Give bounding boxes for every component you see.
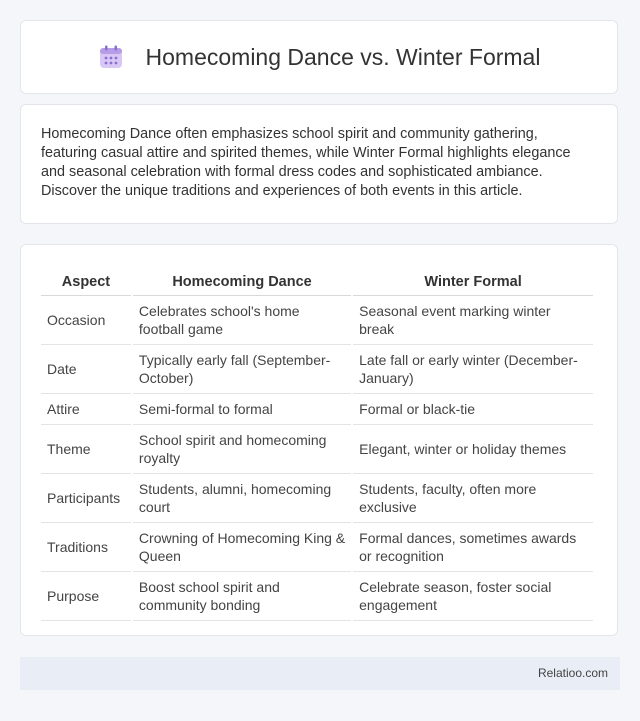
table-row [41,523,593,572]
footer-brand[interactable]: Relatioo.com [537,666,608,680]
cell-winter: Celebrate season, foster social engagement [353,572,593,621]
header-aspect: Aspect [41,265,131,296]
cell-winter: Late fall or early winter (December-January) [353,345,593,394]
page-title: Homecoming Dance vs. Winter Formal [145,43,541,70]
comparison-table-card [20,244,618,636]
cell-aspect: Participants [41,474,131,523]
cell-aspect: Theme [41,425,131,474]
intro-card [20,104,618,224]
table-row [41,394,593,425]
table-row [41,425,593,474]
table-row [41,572,593,621]
intro-text: Homecoming Dance often emphasizes school spirit and community gathering, featuring casual attire and spirited themes, while Winter Formal highlights elegance and seasonal celebration with formal dress codes and sophisticated ambiance. Discover the unique traditions and experiences of both events in this article. [41,126,571,199]
cell-homecoming: Typically early fall (September-October) [133,345,351,394]
header-winter: Winter Formal [353,265,593,296]
cell-winter: Seasonal event marking winter break [353,296,593,345]
cell-aspect: Purpose [41,572,131,621]
table-header-row [41,265,593,296]
cell-winter: Students, faculty, often more exclusive [353,474,593,523]
cell-winter: Formal or black-tie [353,394,593,425]
title-card [20,20,618,94]
cell-winter: Formal dances, sometimes awards or recognition [353,523,593,572]
calendar-icon [98,44,124,70]
cell-homecoming: School spirit and homecoming royalty [133,425,351,474]
table-row [41,345,593,394]
cell-homecoming: Crowning of Homecoming King & Queen [133,523,351,572]
cell-aspect: Traditions [41,523,131,572]
cell-aspect: Occasion [41,296,131,345]
cell-aspect: Attire [41,394,131,425]
cell-homecoming: Celebrates school's home football game [133,296,351,345]
cell-homecoming: Semi-formal to formal [133,394,351,425]
cell-homecoming: Boost school spirit and community bonding [133,572,351,621]
cell-aspect: Date [41,345,131,394]
comparison-table [39,265,595,621]
table-row [41,296,593,345]
header-homecoming: Homecoming Dance [133,265,351,296]
footer [20,657,620,690]
cell-homecoming: Students, alumni, homecoming court [133,474,351,523]
cell-winter: Elegant, winter or holiday themes [353,425,593,474]
table-row [41,474,593,523]
